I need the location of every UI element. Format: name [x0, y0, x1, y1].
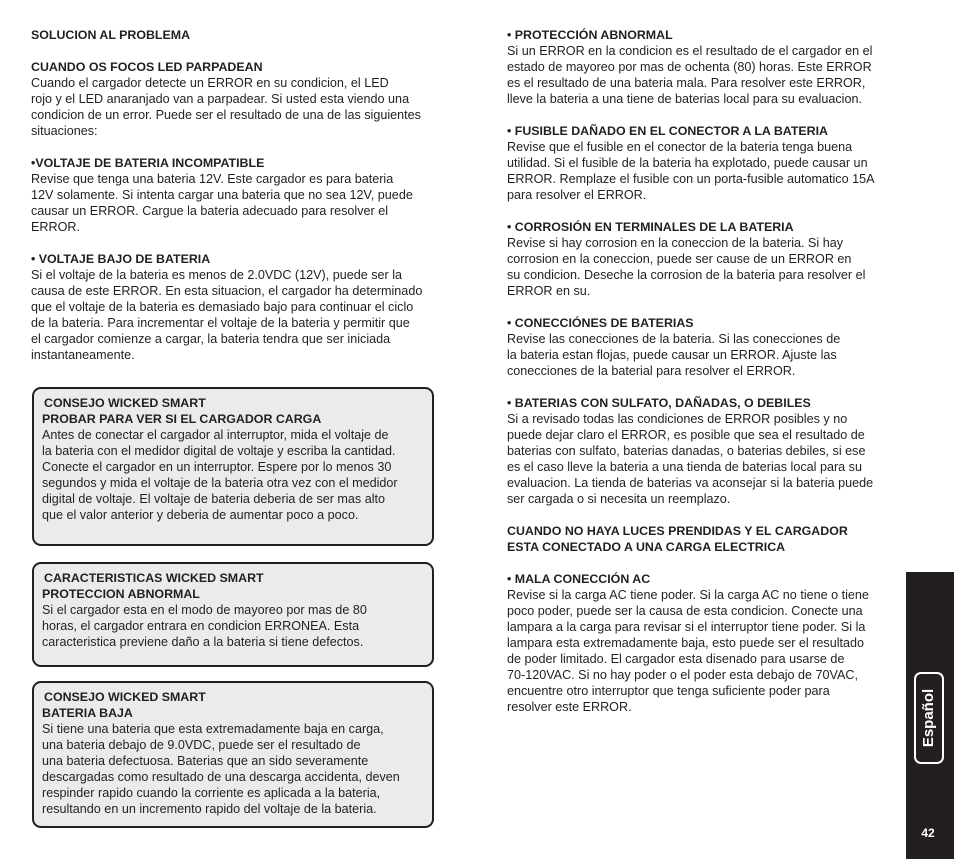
text-line: Si el cargador esta en el modo de mayoreo por mas de 80 [42, 603, 367, 617]
language-label: Español [920, 688, 937, 748]
text-line: es el resultado de una bateria mala. Para resolver este ERROR, [507, 76, 866, 90]
text-line: de poder limitado. El cargador esta disenado para usarse de [507, 652, 845, 666]
text-line: corrosion en la coneccion, puede ser cause de un ERROR en [507, 252, 852, 266]
text-line: 12V solamente. Si intenta cargar una bateria que no sea 12V, puede [31, 188, 413, 202]
text-line: causa de este ERROR. En esta situacion, el cargador ha determinado [31, 284, 423, 298]
text-line: Revise que tenga una bateria 12V. Este cargador es para bateria [31, 172, 394, 186]
text-line: que el voltaje de la bateria es demasiado bajo para continuar el ciclo [31, 300, 414, 314]
text-line: Antes de conectar el cargador al interruptor, mida el voltaje de [42, 428, 389, 442]
text-line: ser cargada o si necesita un reemplazo. [507, 492, 731, 506]
text-line: descargadas como resultado de una descarga accidenta, deven [42, 770, 400, 784]
text-line: ERROR en su. [507, 284, 591, 298]
section-heading: • MALA CONECCIÓN AC [507, 572, 651, 586]
section-low-voltage [31, 251, 456, 363]
text-line: 70-120VAC. Si no hay poder o el poder esta debajo de 70VAC, [507, 668, 858, 682]
text-line: situaciones: [31, 124, 98, 138]
section-heading: • FUSIBLE DAÑADO EN EL CONECTOR A LA BATERIA [507, 124, 828, 138]
section-no-lights [507, 523, 899, 555]
language-badge [914, 672, 944, 764]
text-line: Si un ERROR en la condicion es el resultado de el cargador en el [507, 44, 873, 58]
section-heading: • CONECCIÓNES DE BATERIAS [507, 316, 694, 330]
text-line: Conecte el cargador en un interruptor. Espere por lo menos 30 [42, 460, 392, 474]
text-line: respinder rapido cuando la corriente es aplicada a la bateria, [42, 786, 381, 800]
section-damaged-fuse [507, 123, 899, 203]
text-line: caracteristica previene daño a la bateria si tiene defectos. [42, 635, 364, 649]
text-line: es el caso lleve la bateria a una tienda de baterias local para su [507, 460, 862, 474]
text-line: el cargador comienze a cargar, la bateria tendra que ser iniciada [31, 332, 391, 346]
text-line: Si tiene una bateria que esta extremadamente baja en carga, [42, 722, 384, 736]
text-line: Si el voltaje de la bateria es menos de 2.0VDC (12V), puede ser la [31, 268, 403, 282]
section-terminal-corrosion [507, 219, 899, 299]
text-line: rojo y el LED anaranjado van a parpadear. Si usted esta viendo una [31, 92, 410, 106]
text-line: segundos y mida el voltaje de la bateria otra vez con el medidor [42, 476, 398, 490]
text-line: encuentre otro interruptor que tenga suficiente poder para [507, 684, 830, 698]
text-line: para resolver el ERROR. [507, 188, 647, 202]
right-column [507, 27, 899, 731]
box-heading: CONSEJO WICKED SMART [44, 396, 206, 410]
text-line: baterias con sulfato, baterias danadas, o baterias debiles, si ese [507, 444, 866, 458]
text-line: Revise si la carga AC tiene poder. Si la carga AC no tiene o tiene [507, 588, 869, 602]
text-line: instantaneamente. [31, 348, 135, 362]
text-line: resultando en un incremento rapido del voltaje de la bateria. [42, 802, 377, 816]
tip-box-low-battery [32, 681, 434, 828]
text-line: puede dejar claro el ERROR, es posible que sea el resultado de [507, 428, 865, 442]
text-line: condicion de un error. Puede ser el resultado de una de las siguientes [31, 108, 421, 122]
page-number: 42 [921, 826, 935, 840]
page-title: SOLUCION AL PROBLEMA [31, 28, 191, 42]
text-line: Revise si hay corrosion en la coneccion de la bateria. Si hay [507, 236, 844, 250]
section-battery-connections [507, 315, 899, 379]
section-heading: • BATERIAS CON SULFATO, DAÑADAS, O DEBILES [507, 396, 811, 410]
section-heading: CUANDO NO HAYA LUCES PRENDIDAS Y EL CARGADOR [507, 524, 848, 538]
box-subheading: PROBAR PARA VER SI EL CARGADOR CARGA [42, 412, 322, 426]
text-line: lampara a la carga para revisar si el interruptor tiene poder. Si la [507, 620, 866, 634]
text-line: su condicion. Deseche la corrosion de la bateria para resolver el [507, 268, 866, 282]
text-line: que el valor anterior y deberia de aumentar poco a poco. [42, 508, 359, 522]
text-line: Revise que el fusible en el conector de la bateria tenga buena [507, 140, 853, 154]
text-line: conecciones de la baterial para resolver el ERROR. [507, 364, 796, 378]
section-heading: • PROTECCIÓN ABNORMAL [507, 28, 673, 42]
text-line: de la bateria. Para incrementar el voltaje de la bateria y permitir que [31, 316, 410, 330]
text-line: la bateria estan flojas, puede causar un ERROR. Ajuste las [507, 348, 837, 362]
text-line: Revise las conecciones de la bateria. Si las conecciones de [507, 332, 841, 346]
left-column [31, 27, 456, 379]
feature-box-abnormal-protection [32, 562, 434, 667]
section-heading: •VOLTAJE DE BATERIA INCOMPATIBLE [31, 156, 265, 170]
text-line: causar un ERROR. Cargue la bateria adecuado para resolver el [31, 204, 389, 218]
text-line: ERROR. [31, 220, 80, 234]
text-line: Si a revisado todas las condiciones de ERROR posibles y no [507, 412, 848, 426]
box-subheading: BATERIA BAJA [42, 706, 133, 720]
section-heading: • CORROSIÓN EN TERMINALES DE LA BATERIA [507, 220, 794, 234]
text-line: lampara esta extremadamente baja, esto puede ser el resultado [507, 636, 865, 650]
text-line: poco poder, puede ser la causa de esta condicion. Conecte una [507, 604, 863, 618]
section-abnormal-protection [507, 27, 899, 107]
section-bad-ac-connection [507, 571, 899, 715]
text-line: evaluacion. La tienda de baterias va aconsejar si la bateria puede [507, 476, 874, 490]
text-line: la bateria con el medidor digital de voltaje y escriba la cantidad. [42, 444, 396, 458]
text-line: resolver este ERROR. [507, 700, 632, 714]
box-subheading: PROTECCION ABNORMAL [42, 587, 200, 601]
section-heading: ESTA CONECTADO A UNA CARGA ELECTRICA [507, 540, 786, 554]
text-line: utilidad. Si el fusible de la bateria ha explotado, puede causar un [507, 156, 868, 170]
section-heading: • VOLTAJE BAJO DE BATERIA [31, 252, 211, 266]
section-heading: CUANDO OS FOCOS LED PARPADEAN [31, 60, 263, 74]
section-sulfated-batteries [507, 395, 899, 507]
text-line: digital de voltaje. El voltaje de bateria deberia de ser mas alto [42, 492, 386, 506]
section-incompatible-voltage [31, 155, 456, 235]
text-line: Cuando el cargador detecte un ERROR en su condicion, el LED [31, 76, 389, 90]
text-line: ERROR. Remplaze el fusible con un porta-fusible automatico 15A [507, 172, 875, 186]
tip-box-charger-test [32, 387, 434, 546]
text-line: una bateria defectuosa. Baterias que an sido severamente [42, 754, 369, 768]
text-line: horas, el cargador entrara en condicion ERRONEA. Esta [42, 619, 360, 633]
section-leds-blinking [31, 59, 456, 139]
language-side-tab [906, 572, 954, 859]
box-heading: CONSEJO WICKED SMART [44, 690, 206, 704]
text-line: llevе la bateria a una tiene de baterias local para su evaluacion. [507, 92, 862, 106]
text-line: una bateria debajo de 9.0VDC, puede ser el resultado de [42, 738, 361, 752]
text-line: estado de mayoreo por mas de ochenta (80) horas. Este ERROR [507, 60, 872, 74]
box-heading: CARACTERISTICAS WICKED SMART [44, 571, 264, 585]
